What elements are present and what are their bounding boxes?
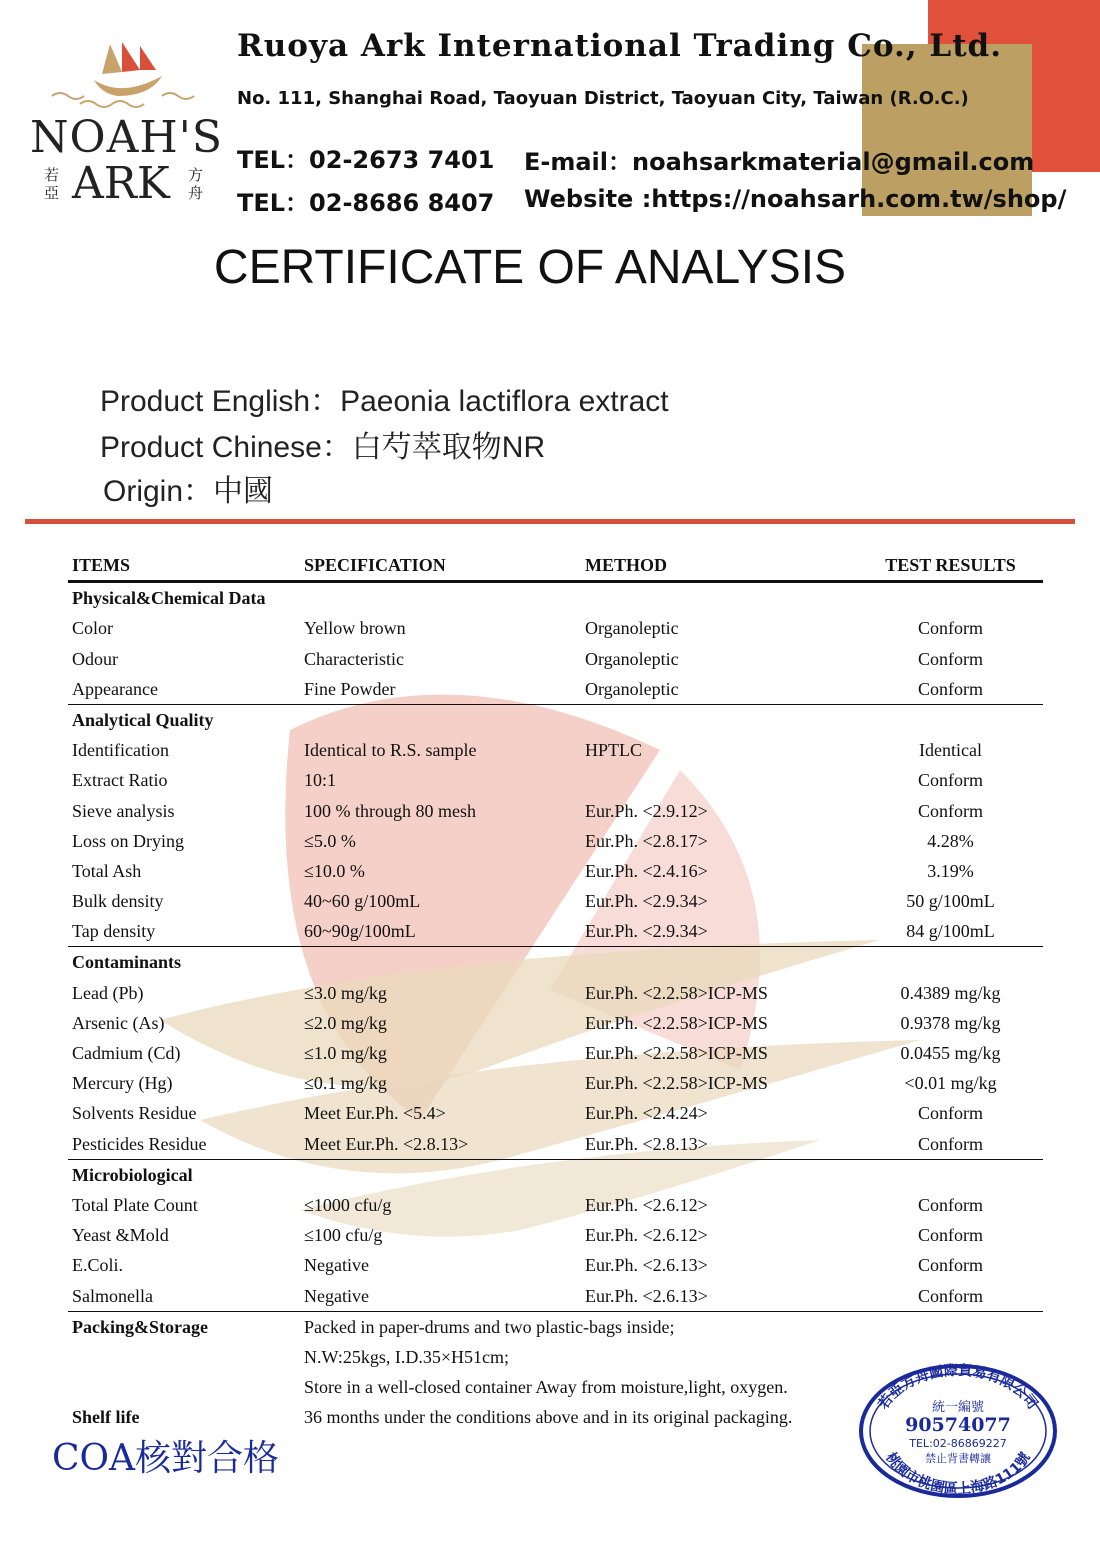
packing-line: N.W:25kgs, I.D.35×H51cm; — [304, 1346, 509, 1367]
method-cell: Eur.Ph. <2.2.58>ICP-MS — [585, 1012, 768, 1033]
section-row — [68, 1160, 1043, 1190]
result-cell: Identical — [919, 740, 982, 761]
table-row — [68, 613, 1043, 643]
method-cell: Eur.Ph. <2.6.13> — [585, 1285, 708, 1306]
item-cell: E.Coli. — [72, 1255, 124, 1276]
spec-cell: ≤5.0 % — [304, 830, 356, 851]
result-cell: Conform — [918, 1133, 983, 1154]
header-specification: SPECIFICATION — [304, 555, 446, 575]
website-url: Website :https://noahsarh.com.tw/shop/ — [524, 185, 1067, 213]
stamp-company-name: 若亞方舟國際貿易有限公司 — [875, 1363, 1041, 1413]
item-cell: Yeast &Mold — [72, 1225, 169, 1246]
spec-cell: Identical to R.S. sample — [304, 740, 477, 761]
spec-cell: ≤1000 cfu/g — [304, 1194, 392, 1215]
method-cell: Eur.Ph. <2.6.12> — [585, 1194, 708, 1215]
item-cell: Odour — [72, 648, 118, 669]
section-physical: Physical&Chemical Data — [72, 588, 266, 609]
result-cell: 3.19% — [927, 860, 974, 881]
result-cell: 0.0455 mg/kg — [900, 1043, 1001, 1063]
result-cell: Conform — [918, 770, 983, 791]
item-cell: Solvents Residue — [72, 1103, 197, 1124]
spec-cell: ≤1.0 mg/kg — [304, 1043, 387, 1063]
telephone-2: TEL：02-8686 8407 — [237, 189, 495, 217]
spec-cell: 10:1 — [304, 770, 337, 791]
stamp-number: 90574077 — [905, 1414, 1011, 1436]
product-english: Product English：Paeonia lactiflora extract — [100, 385, 669, 418]
item-cell: Lead (Pb) — [72, 982, 144, 1003]
item-cell: Pesticides Residue — [72, 1133, 207, 1154]
item-cell: Total Ash — [72, 860, 142, 881]
product-origin: Origin：中國 — [103, 475, 274, 508]
result-cell: Conform — [918, 1225, 983, 1246]
result-cell: Conform — [918, 800, 983, 821]
result-cell: 50 g/100mL — [906, 891, 995, 912]
table-row — [68, 978, 1043, 1008]
result-cell: <0.01 mg/kg — [904, 1073, 997, 1094]
company-seal-icon — [858, 1363, 1058, 1499]
spec-cell: Meet Eur.Ph. <2.8.13> — [304, 1133, 469, 1154]
item-cell: Loss on Drying — [72, 830, 184, 851]
company-address: No. 111, Shanghai Road, Taoyuan District, Taoyuan City, Taiwan (R.O.C.) — [237, 88, 969, 109]
item-cell: Arsenic (As) — [72, 1012, 165, 1033]
logo-word-top: NOAH'S — [30, 112, 223, 163]
packing-line: Store in a well-closed container Away from moisture,light, oxygen. — [304, 1377, 788, 1398]
table-row — [68, 1250, 1043, 1280]
item-cell: Salmonella — [72, 1285, 153, 1306]
spec-cell: Fine Powder — [304, 678, 396, 699]
logo-chinese-left: 若亞 — [44, 166, 60, 202]
spec-cell: Meet Eur.Ph. <5.4> — [304, 1103, 446, 1124]
spec-cell: ≤100 cfu/g — [304, 1225, 383, 1246]
method-cell: Eur.Ph. <2.4.16> — [585, 860, 708, 881]
shelf-life-text: 36 months under the conditions above and in its original packaging. — [304, 1407, 793, 1428]
spec-cell: ≤0.1 mg/kg — [304, 1073, 387, 1094]
method-cell: Organoleptic — [585, 648, 679, 669]
method-cell: Eur.Ph. <2.9.12> — [585, 800, 708, 821]
coa-table — [68, 550, 1043, 1432]
table-row — [68, 1190, 1043, 1220]
table-row — [68, 1098, 1043, 1128]
result-cell: 0.4389 mg/kg — [900, 982, 1001, 1003]
packing-line: Packed in paper-drums and two plastic-bags inside; — [304, 1316, 675, 1337]
section-row — [68, 947, 1043, 977]
table-row — [68, 1008, 1043, 1038]
method-cell: Eur.Ph. <2.8.13> — [585, 1133, 708, 1154]
spec-cell: ≤2.0 mg/kg — [304, 1012, 387, 1033]
result-cell: 84 g/100mL — [906, 921, 995, 942]
table-row — [68, 765, 1043, 795]
method-cell: Eur.Ph. <2.4.24> — [585, 1103, 708, 1124]
section-row — [68, 583, 1043, 613]
result-cell: 0.9378 mg/kg — [900, 1012, 1001, 1033]
spec-cell: 60~90g/100mL — [304, 921, 416, 942]
spec-cell: Negative — [304, 1255, 369, 1276]
stamp-address: 桃園市桃園區上海路111號 — [882, 1449, 1034, 1498]
document-title: CERTIFICATE OF ANALYSIS — [213, 241, 847, 294]
red-divider — [25, 519, 1075, 524]
method-cell: Eur.Ph. <2.2.58>ICP-MS — [585, 1073, 768, 1094]
table-row — [68, 916, 1043, 947]
method-cell: Eur.Ph. <2.9.34> — [585, 921, 708, 942]
method-cell: Eur.Ph. <2.6.12> — [585, 1225, 708, 1246]
table-row — [68, 644, 1043, 674]
section-row — [68, 705, 1043, 735]
result-cell: 4.28% — [927, 830, 974, 851]
item-cell: Mercury (Hg) — [72, 1073, 173, 1094]
stamp-telephone: TEL:02-86869227 — [909, 1437, 1007, 1450]
table-row — [68, 1038, 1043, 1068]
header-items: ITEMS — [72, 555, 131, 575]
table-row — [68, 1220, 1043, 1250]
method-cell: HPTLC — [585, 740, 643, 761]
method-cell: Organoleptic — [585, 678, 679, 699]
logo-chinese-right: 方舟 — [188, 166, 204, 202]
company-name: Ruoya Ark International Trading Co., Ltd. — [237, 28, 1002, 64]
spec-cell: Characteristic — [304, 648, 404, 669]
stamp-label: 統一編號 — [931, 1400, 985, 1415]
result-cell: Conform — [918, 618, 983, 639]
item-cell: Total Plate Count — [72, 1194, 198, 1215]
telephone-1: TEL：02-2673 7401 — [237, 146, 495, 174]
email-address: E-mail：noahsarkmaterial@gmail.com — [524, 148, 1035, 176]
table-row — [68, 735, 1043, 765]
section-contaminants: Contaminants — [72, 952, 182, 973]
header-test-results: TEST RESULTS — [885, 555, 1016, 575]
spec-cell: 40~60 g/100mL — [304, 891, 421, 912]
section-microbiological: Microbiological — [72, 1164, 193, 1185]
result-cell: Conform — [918, 678, 983, 699]
table-row — [68, 1068, 1043, 1098]
table-row — [68, 1281, 1043, 1312]
item-cell: Bulk density — [72, 891, 164, 912]
result-cell: Conform — [918, 1103, 983, 1124]
spec-cell: ≤10.0 % — [304, 860, 365, 881]
item-cell: Identification — [72, 740, 169, 761]
result-cell: Conform — [918, 1255, 983, 1276]
table-row — [68, 796, 1043, 826]
stamp-endorsement: 禁止背書轉讓 — [925, 1452, 991, 1465]
section-analytical: Analytical Quality — [72, 709, 214, 730]
method-cell: Eur.Ph. <2.8.17> — [585, 830, 708, 851]
result-cell: Conform — [918, 1285, 983, 1306]
table-row — [68, 674, 1043, 705]
packing-row — [68, 1312, 1043, 1342]
table-header-row — [68, 550, 1043, 583]
item-cell: Extract Ratio — [72, 770, 168, 791]
section-shelf-life: Shelf life — [72, 1407, 140, 1428]
item-cell: Color — [72, 618, 114, 639]
result-cell: Conform — [918, 1194, 983, 1215]
header-method: METHOD — [585, 555, 668, 575]
item-cell: Tap density — [72, 921, 156, 942]
method-cell: Eur.Ph. <2.9.34> — [585, 891, 708, 912]
spec-cell: ≤3.0 mg/kg — [304, 982, 387, 1003]
spec-cell: Negative — [304, 1285, 369, 1306]
section-packing: Packing&Storage — [72, 1316, 208, 1337]
method-cell: Organoleptic — [585, 618, 679, 639]
item-cell: Appearance — [72, 678, 158, 699]
coa-verified-note: COA核對合格 — [52, 1438, 280, 1479]
method-cell: Eur.Ph. <2.2.58>ICP-MS — [585, 1043, 768, 1063]
result-cell: Conform — [918, 648, 983, 669]
spec-cell: Yellow brown — [304, 618, 406, 639]
logo-word-bottom: ARK — [72, 158, 170, 209]
table-row — [68, 856, 1043, 886]
spec-cell: 100 % through 80 mesh — [304, 800, 476, 821]
method-cell: Eur.Ph. <2.6.13> — [585, 1255, 708, 1276]
table-row — [68, 826, 1043, 856]
item-cell: Cadmium (Cd) — [72, 1043, 181, 1063]
table-row — [68, 886, 1043, 916]
item-cell: Sieve analysis — [72, 800, 175, 821]
table-row — [68, 1129, 1043, 1160]
method-cell: Eur.Ph. <2.2.58>ICP-MS — [585, 982, 768, 1003]
product-chinese: Product Chinese：白芍萃取物NR — [100, 431, 546, 464]
